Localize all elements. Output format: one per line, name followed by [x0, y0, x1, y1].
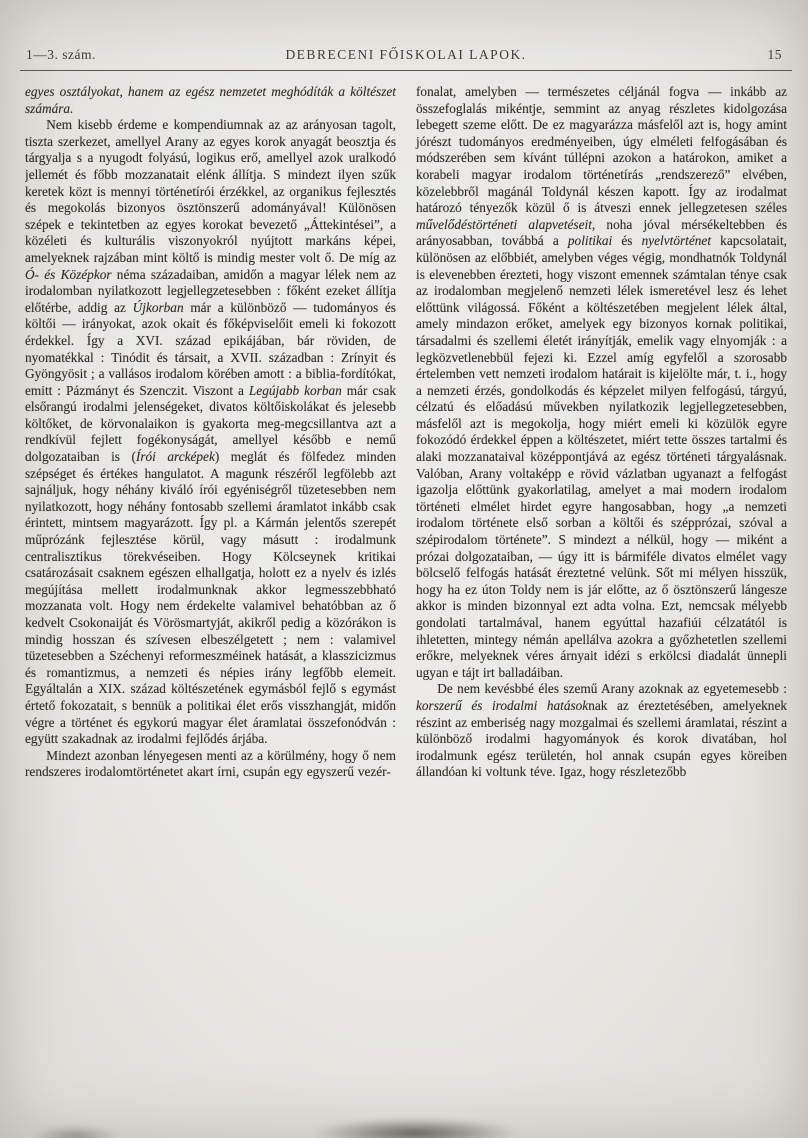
text-run: nak az éreztetésében, amelyeknek részint az emberiség nagy mozgalmai és szellemi áramlatai, részint a különböző irodalmi hagyományok és korok divatában, hol irodalmunk egész területén, hol annak csupán egyes köreiben állandóan ki voltunk téve. Igaz, hogy részletezőbb — [416, 697, 787, 780]
text-run: néma századaiban, amidőn a magyar lélek nem az irodalomban nyilatkozott legjellegzetesebben : főként ezeket állítja előtérbe, addig az — [25, 266, 396, 315]
journal-title: DEBRECENI FŐISKOLAI LAPOK. — [285, 47, 527, 62]
emphasized-text-run: nyelvtörténet — [641, 233, 712, 249]
text-run: és — [612, 233, 642, 249]
emphasized-text-run: művelődéstörténeti alapvetéseit, — [416, 216, 596, 232]
paragraph — [25, 117, 396, 748]
text-columns — [25, 84, 787, 1130]
header-rule — [20, 70, 792, 71]
left-column — [25, 84, 396, 1130]
page-header — [26, 47, 786, 65]
paragraph — [25, 748, 396, 781]
right-column — [416, 84, 787, 1130]
emphasized-text-run: korszerű és irodalmi hatások — [416, 697, 589, 713]
text-run: Mindezt azonban lényegesen menti az a körülmény, hogy ő nem rendszeres irodalomtörténetet akart írni, csupán egy egyszerű vezér- — [25, 747, 396, 780]
emphasized-text-run: Újkorban — [132, 299, 184, 315]
text-run: De nem kevésbbé éles szemű Arany azoknak az egyetemesebb : — [437, 681, 787, 697]
emphasized-text-run: egyes osztályokat, hanem az egész nemzetet meghódíták a költészet számára. — [25, 84, 396, 116]
page-number: 15 — [767, 47, 782, 62]
paragraph — [416, 84, 787, 681]
emphasized-text-run: Ó- és Középkor — [25, 266, 112, 282]
text-run: ) meglát és fölfedez minden szépséget és értékes hangulatot. A magunk részéről legfölebb azt sajnáljuk, hogy néhány kiváló írói egyéniségről tüzetesebben nem nyilatkozott, hogy néhány fontosabb szellemi áramlatot inkább csak érintett, mintsem magyarázott. Így pl. a Kármán jelentős szerepét műprózánk fejlesztése körül, vagy másutt : irodalmunk centralisztikus törekvéseiben. Hogy Kölcseynek kritikai csatározásait csaknem egészen elhallgatja, holott ez a nyelv és izlés megújítása mellett irodalmunknak akkor legmesszebbható mozzanata volt. Hogy nem érdekelte valamivel behatóbban az ő kedvelt Csokonaiját és Vörösmartyját, akikről pedig a közórákon is mindig hosszan és szívesen elbeszélgetett ; nem : valamivel tüzetesebben a Széchenyi reformeszméinek hatását, a klasszicizmus és romantizmus, a nemzeti és népies irány legfőbb elemeit. Egyáltalán a XIX. század költészetének egymásból fejlő s egymást értető fokozatait, s bennük a politikai élet erős visszhangját, midőn végre a történet és egykorú magyar élet áramlatai összefonódván : együtt szakadnak az irodalmi fejlődés árjába. — [25, 449, 397, 747]
text-run: már a különböző — tudományos és költői — irányokat, azok okait és főképviselőit emeli ki fokozott érdekkel. Így a XVI. század epikájában, bár röviden, de nyomatékkal : Tinódit és társait, a XVII. században : Zrínyit és Gyöngyösit ; a vallásos irodalom körében amott : a biblia-fordítókat, emitt : Pázmányt és Szenczit. Viszont a — [25, 299, 396, 398]
issue-number: 1—3. szám. — [26, 47, 96, 62]
paragraph — [25, 84, 396, 117]
emphasized-text-run: Írói arcképek — [135, 449, 215, 465]
text-run: kapcsolatait, különösen az előbbiét, amelyben véges végig, mondhatnók Toldynál is elevenebben érezteti, hogy viszont emennek számtalan ténye csak az irodalomban megjelenő nemzeti lélek ismeretével lesz és lehet előttünk világossá. Főként a költészetében megjelent lélek által, amely mindazon erőket, amelyek egy bizonyos kornak politikai, társadalmi és szellemi életét irányítják, emelik vagy elnyomják : a legközvetlenebbül fejezi ki. Ezzel amíg egyfelől a szorosabb értelemben vett nemzeti irodalom határait is kijelölte már, t. i., hogy a nemzeti érzés, gondolkodás és képzelet milyen felfogású, tárgyú, célzatú és előadású művekben nyilatkozik legjellegzetesebben, másfelől azt is megokolja, hogy miért emeli ki közülök egyre fokozódó érdekkel éppen a költészetet, miért tette összes tartalmi és alaki mozzanataival középpontjává az egész történeti tárgyalásnak. Valóban, Arany voltaképp e rövid vázlatban ugyanazt a felfogást igazolja előttünk gyakorlatilag, amelyet a mai modern irodalom történeti elmélet hirdet egyre hangosabban, hogy „a nemzeti irodalom története első sorban a költői és szépprózai, szóval a szépirodalom története”. S mindezt a nélkül, hogy — miként a prózai dolgozataiban, — úgy itt is bármiféle divatos elmélet vagy bölcselő felfogás hatását éreztetné velünk. Sőt mi mélyen hisszük, hogy ha ez úton Toldy nem is jár előtte, az ő ösztönszerű lángesze akkor is minden bizonnyal ezt adta volna. Ezt, nemcsak mélyebb gondolati tartalmával, hanem egyúttal hazafiúi célzatától is ihletetten, mintegy némán apellálva azokra a győzhetetlen szellemi erőkre, melyeknek véres árnyait idézi s erkölcsi diadalát ünnepli ugyan e tájt irt balladáiban. — [416, 233, 787, 680]
text-run: már csak elsőrangú irodalmi jelenségeket, divatos költőiskolákat és jelesebb költőket, de körvonalaikon is gyakorta meg-megcsillantva azt a rendkívül fejlett fogékonyságát, amellyel később e nemű dolgozataiban is ( — [25, 382, 396, 465]
text-run: noha jóval mérsékeltebben és arányosabban, továbbá a — [416, 216, 787, 249]
emphasized-text-run: politikai — [567, 233, 613, 249]
text-run: fonalat, amelyben — természetes céljánál fogva — inkább az összefoglalás mikéntje, semmint az anyag részletes kidolgozása lebegett szeme előtt. De ez magyarázza másfelől azt is, hogy amint jórészt tudományos eredményeiben, úgy elméleti felfogásában és módszerében sem kívánt túllépni azokon a határokon, amiket a korabeli magyar irodalom történetírás „rendszerező” elvében, közelebbről magánál Toldynál készen kapott. Így az irodalmat határozó tényezők közül ő is átveszi ennek jellegzetesen széles — [416, 84, 787, 216]
text-run: Nem kisebb érdeme e kompendiumnak az az arányosan tagolt, tiszta szerkezet, amellyel Arany az egyes korok anyagát beosztja és tárgyalja s a nyugodt folyású, logikus erő, amellyel azok uralkodó jellemét és főbb mozzanatait elénk állítja. S mindezt ilyen szűk keretek közt is mennyi történetírói érzékkel, az organikus fejlesztés és megokolás bizonyos ösztönszerű adományával! Különösen szépek e tekintetben az egyes korokat bevezető „Áttekintései”, a közéleti és kulturális viszonyokról nyújtott markáns képei, amelyeknek rajzában mint költő is mindig mester volt ő. De míg az — [25, 117, 396, 265]
paragraph — [416, 681, 787, 781]
emphasized-text-run: Legújabb korban — [248, 382, 342, 398]
